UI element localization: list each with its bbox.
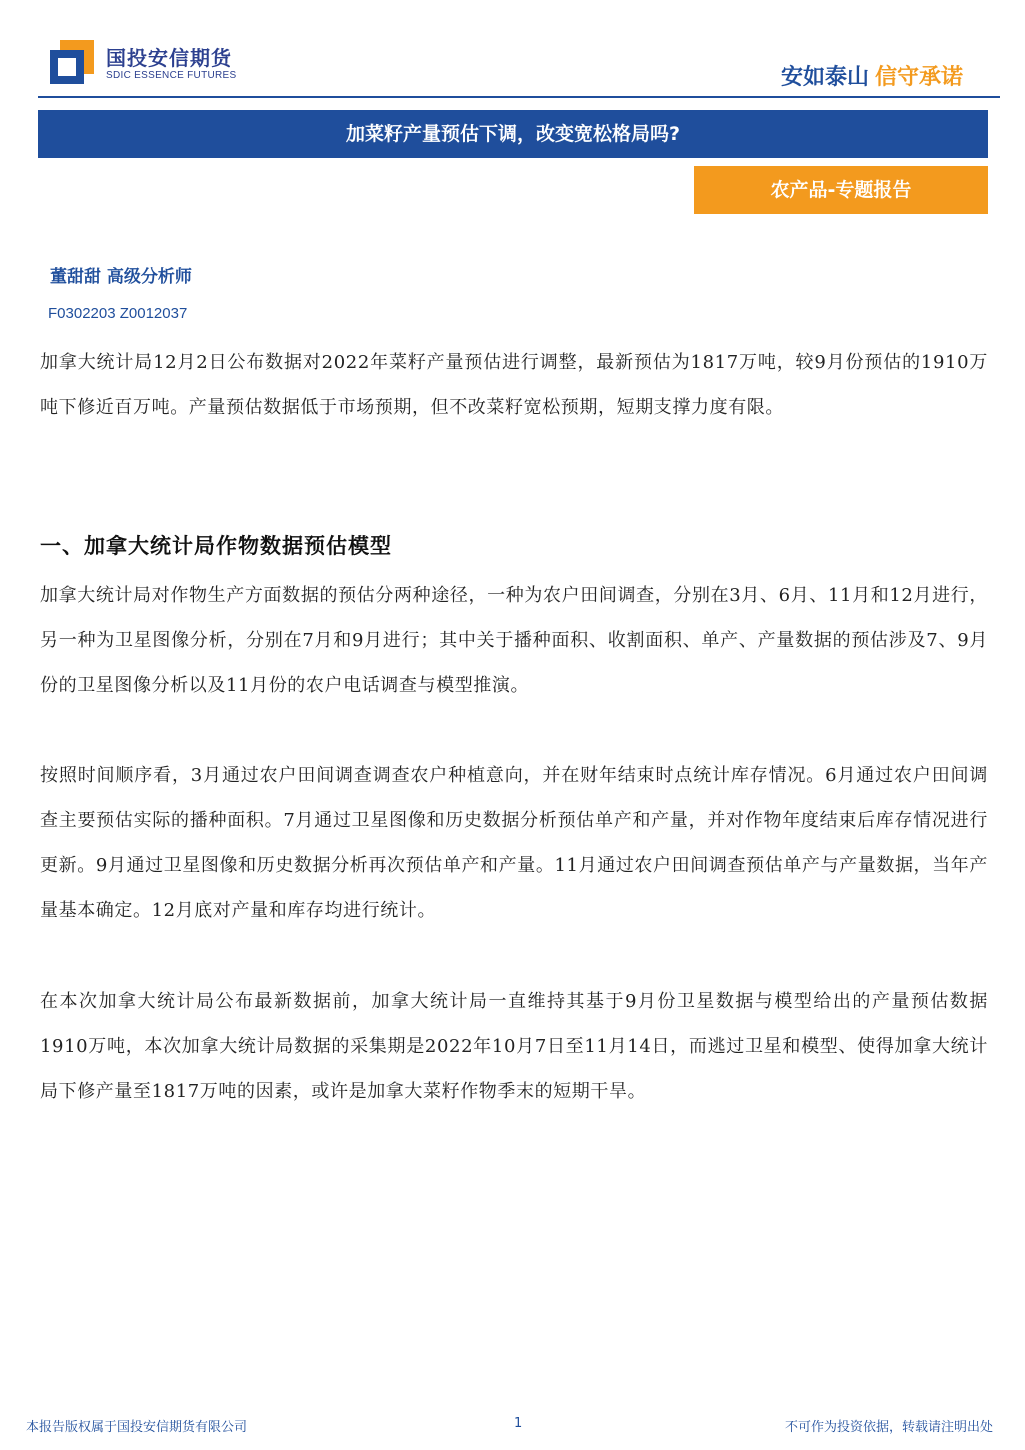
logo-text-cn: 国投安信期货 (106, 46, 232, 70)
author-line: 董甜甜 高级分析师 (50, 267, 192, 287)
body-paragraph: 按照时间顺序看，3月通过农户田间调查调查农户种植意向，并在财年结束时点统计库存情况。6月通过农户田间调查主要预估实际的播种面积。7月通过卫星图像和历史数据分析预估单产和产量，并对作物年度结束后库存情况进行更新。9月通过卫星图像和历史数据分析再次预估单产和产量。11月通过农户田间调查预估单产与产量数据，当年产量基本确定。12月底对产量和库存均进行统计。 (40, 765, 988, 921)
license-numbers: F0302203 Z0012037 (48, 305, 188, 322)
body-paragraph: 在本次加拿大统计局公布最新数据前，加拿大统计局一直维持其基于9月份卫星数据与模型给出的产量预估数据1910万吨，本次加拿大统计局数据的采集期是2022年10月7日至11月14日，而逃过卫星和模型、使得加拿大统计局下修产量至1817万吨的因素，或许是加拿大菜籽作物季末的短期干旱。 (40, 991, 988, 1102)
page-number: 1 (514, 1416, 523, 1431)
report-category: 农产品-专题报告 (694, 166, 988, 214)
footer-copyright: 本报告版权属于国投安信期货有限公司 (26, 1420, 248, 1435)
footer-disclaimer: 不可作为投资依据，转载请注明出处 (784, 1420, 993, 1435)
intro-paragraph: 加拿大统计局12月2日公布数据对2022年菜籽产量预估进行调整，最新预估为1817万吨，较9月份预估的1910万吨下修近百万吨。产量预估数据低于市场预期，但不改菜籽宽松预期，短期支撑力度有限。 (40, 352, 988, 418)
body-paragraph: 加拿大统计局对作物生产方面数据的预估分两种途径，一种为农户田间调查，分别在3月、6月、11月和12月进行，另一种为卫星图像分析，分别在7月和9月进行；其中关于播种面积、收割面积、单产、产量数据的预估涉及7、9月份的卫星图像分析以及11月份的农户电话调查与模型推演。 (40, 585, 988, 696)
slogan (781, 60, 963, 91)
section-heading: 一、加拿大统计局作物数据预估模型 (40, 533, 392, 558)
slogan-part-a: 安如泰山 (780, 65, 869, 90)
slogan-part-b: 信守承诺 (874, 65, 963, 90)
logo-mark-icon (50, 40, 94, 84)
page-header (0, 0, 1025, 100)
header-divider (38, 96, 1000, 98)
logo-text-en: SDIC ESSENCE FUTURES (106, 70, 237, 81)
company-logo (50, 38, 240, 88)
report-title: 加菜籽产量预估下调，改变宽松格局吗? (38, 110, 988, 158)
page-footer (0, 1410, 1025, 1440)
